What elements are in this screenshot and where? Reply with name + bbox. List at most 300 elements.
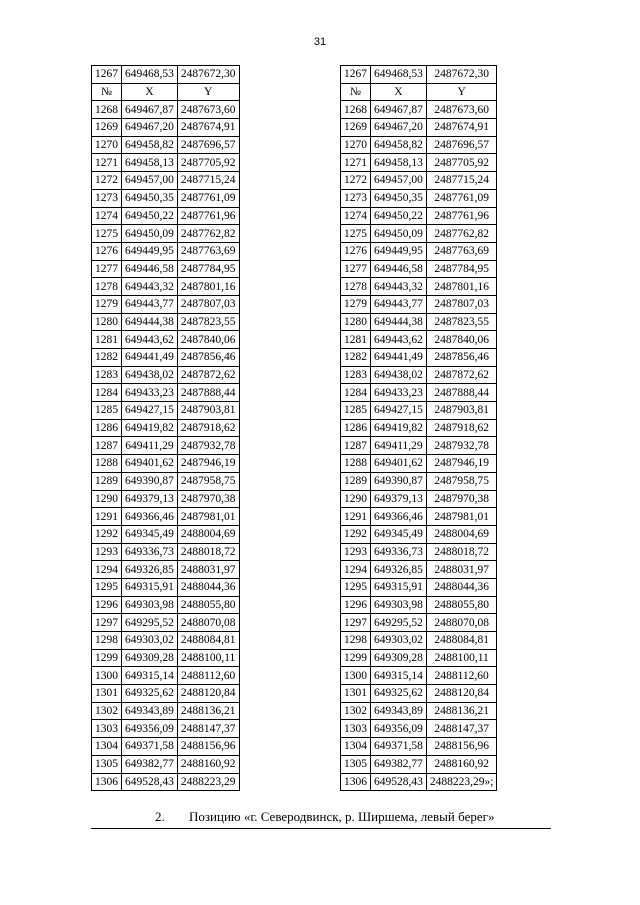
x-coordinate-cell: 649468,53 xyxy=(122,66,178,84)
y-coordinate-cell: 2487715,24 xyxy=(177,172,239,190)
x-coordinate-cell: 649379,13 xyxy=(371,490,427,508)
x-coordinate-cell: 649528,43 xyxy=(122,773,178,791)
point-number-cell: 1300 xyxy=(341,667,371,685)
x-coordinate-cell: 649458,13 xyxy=(122,154,178,172)
table-row xyxy=(341,738,497,756)
point-number-cell: 1273 xyxy=(92,189,122,207)
table-row xyxy=(92,207,240,225)
y-coordinate-cell: 2487807,03 xyxy=(426,295,497,313)
x-coordinate-cell: 649295,52 xyxy=(122,614,178,632)
table-row xyxy=(341,773,497,791)
x-coordinate-cell: 649433,23 xyxy=(371,384,427,402)
x-coordinate-cell: 649441,49 xyxy=(371,349,427,367)
x-coordinate-cell: 649443,77 xyxy=(122,295,178,313)
y-coordinate-cell: 2487888,44 xyxy=(177,384,239,402)
x-coordinate-cell: 649444,38 xyxy=(122,313,178,331)
table-row xyxy=(92,525,240,543)
x-coordinate-cell: 649450,09 xyxy=(122,225,178,243)
table-row xyxy=(92,490,240,508)
point-number-cell: 1293 xyxy=(341,543,371,561)
x-coordinate-cell: 649345,49 xyxy=(122,525,178,543)
point-number-cell: 1303 xyxy=(92,720,122,738)
header-x: X xyxy=(371,83,427,101)
point-number-cell: 1306 xyxy=(341,773,371,791)
table-row xyxy=(341,331,497,349)
table-row xyxy=(341,119,497,137)
y-coordinate-cell: 2487970,38 xyxy=(426,490,497,508)
y-coordinate-cell: 2487761,09 xyxy=(426,189,497,207)
point-number-cell: 1289 xyxy=(341,472,371,490)
table-row xyxy=(341,66,497,84)
x-coordinate-cell: 649457,00 xyxy=(371,172,427,190)
point-number-cell: 1296 xyxy=(92,596,122,614)
table-row xyxy=(92,225,240,243)
x-coordinate-cell: 649467,20 xyxy=(371,119,427,137)
y-coordinate-cell: 2487761,09 xyxy=(177,189,239,207)
x-coordinate-cell: 649315,91 xyxy=(371,578,427,596)
x-coordinate-cell: 649371,58 xyxy=(122,738,178,756)
x-coordinate-cell: 649401,62 xyxy=(122,455,178,473)
y-coordinate-cell: 2487761,96 xyxy=(177,207,239,225)
point-number-cell: 1281 xyxy=(92,331,122,349)
point-number-cell: 1302 xyxy=(92,702,122,720)
point-number-cell: 1296 xyxy=(341,596,371,614)
x-coordinate-cell: 649438,02 xyxy=(371,366,427,384)
table-row xyxy=(92,773,240,791)
point-number-cell: 1277 xyxy=(341,260,371,278)
point-number-cell: 1291 xyxy=(92,508,122,526)
y-coordinate-cell: 2487946,19 xyxy=(426,455,497,473)
x-coordinate-cell: 649458,82 xyxy=(122,136,178,154)
table-row xyxy=(341,455,497,473)
y-coordinate-cell: 2487932,78 xyxy=(426,437,497,455)
y-coordinate-cell: 2487705,92 xyxy=(426,154,497,172)
y-coordinate-cell: 2487872,62 xyxy=(426,366,497,384)
point-number-cell: 1292 xyxy=(341,525,371,543)
table-row xyxy=(92,596,240,614)
x-coordinate-cell: 649356,09 xyxy=(122,720,178,738)
y-coordinate-cell: 2488031,97 xyxy=(177,561,239,579)
point-number-cell: 1279 xyxy=(92,295,122,313)
x-coordinate-cell: 649467,20 xyxy=(122,119,178,137)
table-row xyxy=(341,437,497,455)
y-coordinate-cell: 2487872,62 xyxy=(177,366,239,384)
point-number-cell: 1291 xyxy=(341,508,371,526)
point-number-cell: 1304 xyxy=(92,738,122,756)
point-number-cell: 1277 xyxy=(92,260,122,278)
table-row xyxy=(92,349,240,367)
y-coordinate-cell: 2487674,91 xyxy=(177,119,239,137)
y-coordinate-cell: 2487673,60 xyxy=(426,101,497,119)
y-coordinate-cell: 2487903,81 xyxy=(177,402,239,420)
y-coordinate-cell: 2488160,92 xyxy=(426,755,497,773)
table-row xyxy=(341,313,497,331)
x-coordinate-cell: 649401,62 xyxy=(371,455,427,473)
point-number-cell: 1294 xyxy=(341,561,371,579)
y-coordinate-cell: 2488147,37 xyxy=(177,720,239,738)
x-coordinate-cell: 649443,32 xyxy=(122,278,178,296)
divider-line xyxy=(91,828,551,829)
x-coordinate-cell: 649443,32 xyxy=(371,278,427,296)
coordinates-table-left xyxy=(91,65,240,791)
point-number-cell: 1269 xyxy=(341,119,371,137)
x-coordinate-cell: 649457,00 xyxy=(122,172,178,190)
x-coordinate-cell: 649450,35 xyxy=(122,189,178,207)
table-row xyxy=(92,632,240,650)
y-coordinate-cell: 2487970,38 xyxy=(177,490,239,508)
x-coordinate-cell: 649458,82 xyxy=(371,136,427,154)
point-number-cell: 1286 xyxy=(92,419,122,437)
item-paragraph xyxy=(155,809,494,825)
x-coordinate-cell: 649382,77 xyxy=(122,755,178,773)
point-number-cell: 1301 xyxy=(341,685,371,703)
item-number: 2. xyxy=(155,809,165,824)
table-row xyxy=(341,508,497,526)
y-coordinate-cell: 2487918,62 xyxy=(177,419,239,437)
y-coordinate-cell: 2487958,75 xyxy=(426,472,497,490)
table-row xyxy=(341,667,497,685)
point-number-cell: 1281 xyxy=(341,331,371,349)
point-number-cell: 1288 xyxy=(341,455,371,473)
y-coordinate-cell: 2487784,95 xyxy=(177,260,239,278)
y-coordinate-cell: 2488100,11 xyxy=(426,649,497,667)
point-number-cell: 1295 xyxy=(341,578,371,596)
table-row xyxy=(341,472,497,490)
table-row xyxy=(92,720,240,738)
y-coordinate-cell: 2487761,96 xyxy=(426,207,497,225)
y-coordinate-cell: 2487888,44 xyxy=(426,384,497,402)
point-number-cell: 1288 xyxy=(92,455,122,473)
table-row xyxy=(341,720,497,738)
header-number: № xyxy=(341,83,371,101)
x-coordinate-cell: 649366,46 xyxy=(122,508,178,526)
y-coordinate-cell: 2488112,60 xyxy=(177,667,239,685)
point-number-cell: 1299 xyxy=(341,649,371,667)
point-number-cell: 1283 xyxy=(92,366,122,384)
x-coordinate-cell: 649379,13 xyxy=(122,490,178,508)
x-coordinate-cell: 649345,49 xyxy=(371,525,427,543)
y-coordinate-cell: 2487840,06 xyxy=(177,331,239,349)
x-coordinate-cell: 649441,49 xyxy=(122,349,178,367)
x-coordinate-cell: 649458,13 xyxy=(371,154,427,172)
table-row xyxy=(92,242,240,260)
table-row xyxy=(92,66,240,84)
x-coordinate-cell: 649528,43 xyxy=(371,773,427,791)
table-row xyxy=(92,384,240,402)
x-coordinate-cell: 649419,82 xyxy=(122,419,178,437)
table-row xyxy=(92,614,240,632)
table-row xyxy=(92,455,240,473)
y-coordinate-cell: 2488018,72 xyxy=(177,543,239,561)
table-row xyxy=(92,119,240,137)
point-number-cell: 1275 xyxy=(92,225,122,243)
header-x: X xyxy=(122,83,178,101)
point-number-cell: 1276 xyxy=(92,242,122,260)
y-coordinate-cell: 2488070,08 xyxy=(177,614,239,632)
x-coordinate-cell: 649438,02 xyxy=(122,366,178,384)
x-coordinate-cell: 649450,22 xyxy=(122,207,178,225)
point-number-cell: 1300 xyxy=(92,667,122,685)
x-coordinate-cell: 649443,62 xyxy=(122,331,178,349)
x-coordinate-cell: 649325,62 xyxy=(371,685,427,703)
x-coordinate-cell: 649467,87 xyxy=(122,101,178,119)
table-row xyxy=(341,755,497,773)
point-number-cell: 1286 xyxy=(341,419,371,437)
table-row xyxy=(341,260,497,278)
table-row xyxy=(341,685,497,703)
point-number-cell: 1272 xyxy=(92,172,122,190)
table-row xyxy=(341,384,497,402)
point-number-cell: 1287 xyxy=(92,437,122,455)
table-row xyxy=(92,738,240,756)
y-coordinate-cell: 2488136,21 xyxy=(426,702,497,720)
x-coordinate-cell: 649390,87 xyxy=(122,472,178,490)
point-number-cell: 1285 xyxy=(92,402,122,420)
y-coordinate-cell: 2488004,69 xyxy=(177,525,239,543)
table-row xyxy=(92,402,240,420)
table-row xyxy=(341,189,497,207)
table-row xyxy=(341,136,497,154)
y-coordinate-cell: 2488136,21 xyxy=(177,702,239,720)
y-coordinate-cell: 2487715,24 xyxy=(426,172,497,190)
point-number-cell: 1271 xyxy=(341,154,371,172)
x-coordinate-cell: 649419,82 xyxy=(371,419,427,437)
table-header-row xyxy=(341,83,497,101)
y-coordinate-cell: 2487903,81 xyxy=(426,402,497,420)
point-number-cell: 1293 xyxy=(92,543,122,561)
point-number-cell: 1298 xyxy=(341,632,371,650)
table-row xyxy=(92,543,240,561)
y-coordinate-cell: 2487840,06 xyxy=(426,331,497,349)
x-coordinate-cell: 649325,62 xyxy=(122,685,178,703)
y-coordinate-cell: 2488031,97 xyxy=(426,561,497,579)
x-coordinate-cell: 649326,85 xyxy=(371,561,427,579)
table-row xyxy=(92,685,240,703)
table-row xyxy=(341,295,497,313)
table-row xyxy=(341,490,497,508)
table-row xyxy=(92,419,240,437)
point-number-cell: 1273 xyxy=(341,189,371,207)
y-coordinate-cell: 2488004,69 xyxy=(426,525,497,543)
x-coordinate-cell: 649450,09 xyxy=(371,225,427,243)
table-row xyxy=(92,437,240,455)
y-coordinate-cell: 2487823,55 xyxy=(177,313,239,331)
x-coordinate-cell: 649315,91 xyxy=(122,578,178,596)
y-coordinate-cell: 2488120,84 xyxy=(426,685,497,703)
point-number-cell: 1272 xyxy=(341,172,371,190)
x-coordinate-cell: 649303,98 xyxy=(371,596,427,614)
y-coordinate-cell: 2487856,46 xyxy=(426,349,497,367)
table-row xyxy=(341,561,497,579)
table-row xyxy=(341,543,497,561)
x-coordinate-cell: 649309,28 xyxy=(122,649,178,667)
point-number-cell: 1305 xyxy=(341,755,371,773)
x-coordinate-cell: 649446,58 xyxy=(122,260,178,278)
table-row xyxy=(92,260,240,278)
y-coordinate-cell: 2487958,75 xyxy=(177,472,239,490)
table-row xyxy=(341,614,497,632)
y-coordinate-cell: 2488084,81 xyxy=(426,632,497,650)
point-number-cell: 1274 xyxy=(341,207,371,225)
table-row xyxy=(92,578,240,596)
y-coordinate-cell: 2487763,69 xyxy=(177,242,239,260)
table-row xyxy=(341,366,497,384)
y-coordinate-cell: 2487672,30 xyxy=(426,66,497,84)
coordinates-table-right xyxy=(340,65,497,791)
table-row xyxy=(92,702,240,720)
x-coordinate-cell: 649444,38 xyxy=(371,313,427,331)
table-row xyxy=(341,101,497,119)
point-number-cell: 1292 xyxy=(92,525,122,543)
point-number-cell: 1278 xyxy=(341,278,371,296)
point-number-cell: 1290 xyxy=(341,490,371,508)
y-coordinate-cell: 2487673,60 xyxy=(177,101,239,119)
point-number-cell: 1299 xyxy=(92,649,122,667)
point-number-cell: 1302 xyxy=(341,702,371,720)
table-row xyxy=(341,649,497,667)
y-coordinate-cell: 2487674,91 xyxy=(426,119,497,137)
table-row xyxy=(341,225,497,243)
table-row xyxy=(92,649,240,667)
y-coordinate-cell: 2488223,29»; xyxy=(426,773,497,791)
y-coordinate-cell: 2487763,69 xyxy=(426,242,497,260)
x-coordinate-cell: 649450,22 xyxy=(371,207,427,225)
table-header-row xyxy=(92,83,240,101)
table-row xyxy=(92,136,240,154)
table-row xyxy=(92,154,240,172)
point-number-cell: 1304 xyxy=(341,738,371,756)
table-row xyxy=(341,278,497,296)
y-coordinate-cell: 2487918,62 xyxy=(426,419,497,437)
point-number-cell: 1270 xyxy=(341,136,371,154)
y-coordinate-cell: 2488044,36 xyxy=(426,578,497,596)
x-coordinate-cell: 649390,87 xyxy=(371,472,427,490)
table-row xyxy=(92,295,240,313)
y-coordinate-cell: 2487946,19 xyxy=(177,455,239,473)
y-coordinate-cell: 2488084,81 xyxy=(177,632,239,650)
table-row xyxy=(92,472,240,490)
table-row xyxy=(92,755,240,773)
x-coordinate-cell: 649303,98 xyxy=(122,596,178,614)
point-number-cell: 1283 xyxy=(341,366,371,384)
point-number-cell: 1298 xyxy=(92,632,122,650)
y-coordinate-cell: 2488100,11 xyxy=(177,649,239,667)
table-row xyxy=(92,508,240,526)
x-coordinate-cell: 649449,95 xyxy=(371,242,427,260)
point-number-cell: 1284 xyxy=(341,384,371,402)
x-coordinate-cell: 649343,89 xyxy=(371,702,427,720)
x-coordinate-cell: 649309,28 xyxy=(371,649,427,667)
point-number-cell: 1295 xyxy=(92,578,122,596)
x-coordinate-cell: 649433,23 xyxy=(122,384,178,402)
x-coordinate-cell: 649315,14 xyxy=(122,667,178,685)
table-row xyxy=(92,331,240,349)
x-coordinate-cell: 649343,89 xyxy=(122,702,178,720)
point-number-cell: 1271 xyxy=(92,154,122,172)
x-coordinate-cell: 649443,62 xyxy=(371,331,427,349)
point-number-cell: 1303 xyxy=(341,720,371,738)
point-number-cell: 1278 xyxy=(92,278,122,296)
point-number-cell: 1268 xyxy=(341,101,371,119)
x-coordinate-cell: 649336,73 xyxy=(371,543,427,561)
table-row xyxy=(92,667,240,685)
y-coordinate-cell: 2488223,29 xyxy=(177,773,239,791)
header-y: Y xyxy=(177,83,239,101)
y-coordinate-cell: 2487856,46 xyxy=(177,349,239,367)
table-row xyxy=(341,632,497,650)
point-number-cell: 1282 xyxy=(92,349,122,367)
page-number: 31 xyxy=(313,36,327,48)
point-number-cell: 1287 xyxy=(341,437,371,455)
point-number-cell: 1297 xyxy=(341,614,371,632)
y-coordinate-cell: 2488055,80 xyxy=(426,596,497,614)
table-row xyxy=(341,242,497,260)
x-coordinate-cell: 649371,58 xyxy=(371,738,427,756)
x-coordinate-cell: 649443,77 xyxy=(371,295,427,313)
y-coordinate-cell: 2487932,78 xyxy=(177,437,239,455)
x-coordinate-cell: 649356,09 xyxy=(371,720,427,738)
y-coordinate-cell: 2488156,96 xyxy=(426,738,497,756)
table-row xyxy=(341,525,497,543)
x-coordinate-cell: 649326,85 xyxy=(122,561,178,579)
y-coordinate-cell: 2488160,92 xyxy=(177,755,239,773)
point-number-cell: 1305 xyxy=(92,755,122,773)
header-y: Y xyxy=(426,83,497,101)
point-number-cell: 1290 xyxy=(92,490,122,508)
table-row xyxy=(92,278,240,296)
point-number-cell: 1294 xyxy=(92,561,122,579)
table-row xyxy=(92,313,240,331)
x-coordinate-cell: 649336,73 xyxy=(122,543,178,561)
x-coordinate-cell: 649468,53 xyxy=(371,66,427,84)
y-coordinate-cell: 2487807,03 xyxy=(177,295,239,313)
table-row xyxy=(92,366,240,384)
table-row xyxy=(92,101,240,119)
point-number-cell: 1301 xyxy=(92,685,122,703)
x-coordinate-cell: 649449,95 xyxy=(122,242,178,260)
header-number: № xyxy=(92,83,122,101)
point-number-cell: 1284 xyxy=(92,384,122,402)
y-coordinate-cell: 2487784,95 xyxy=(426,260,497,278)
y-coordinate-cell: 2488044,36 xyxy=(177,578,239,596)
point-number-cell: 1280 xyxy=(92,313,122,331)
table-row xyxy=(341,172,497,190)
x-coordinate-cell: 649411,29 xyxy=(371,437,427,455)
y-coordinate-cell: 2487762,82 xyxy=(177,225,239,243)
table-row xyxy=(341,578,497,596)
x-coordinate-cell: 649382,77 xyxy=(371,755,427,773)
x-coordinate-cell: 649366,46 xyxy=(371,508,427,526)
y-coordinate-cell: 2488147,37 xyxy=(426,720,497,738)
y-coordinate-cell: 2488120,84 xyxy=(177,685,239,703)
y-coordinate-cell: 2487801,16 xyxy=(177,278,239,296)
y-coordinate-cell: 2487672,30 xyxy=(177,66,239,84)
table-row xyxy=(341,419,497,437)
y-coordinate-cell: 2487696,57 xyxy=(426,136,497,154)
y-coordinate-cell: 2487762,82 xyxy=(426,225,497,243)
point-number-cell: 1276 xyxy=(341,242,371,260)
table-row xyxy=(92,189,240,207)
x-coordinate-cell: 649315,14 xyxy=(371,667,427,685)
point-number-cell: 1267 xyxy=(341,66,371,84)
point-number-cell: 1289 xyxy=(92,472,122,490)
y-coordinate-cell: 2487705,92 xyxy=(177,154,239,172)
y-coordinate-cell: 2488070,08 xyxy=(426,614,497,632)
table-row xyxy=(92,172,240,190)
y-coordinate-cell: 2487981,01 xyxy=(426,508,497,526)
point-number-cell: 1274 xyxy=(92,207,122,225)
point-number-cell: 1279 xyxy=(341,295,371,313)
